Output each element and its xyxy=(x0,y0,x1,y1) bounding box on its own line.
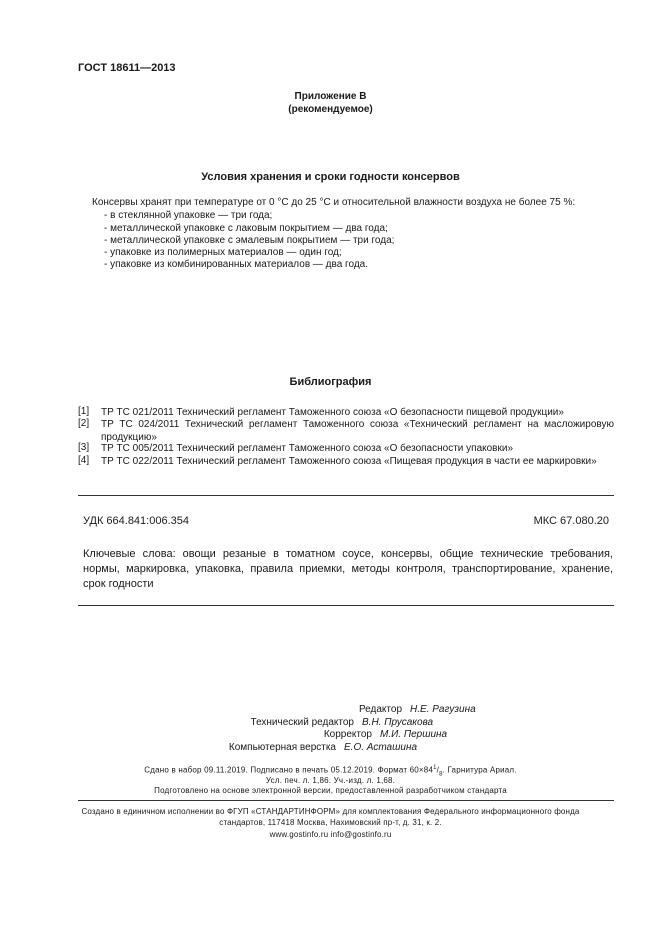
keywords: Ключевые слова: овощи резаные в томатном соусе, консервы, общие технические требования, нормы, маркировка, упаковка, правила приемки, методы контроля, транспортирование, хранение, срок годности xyxy=(83,548,613,590)
bib-entry-text: ТР ТС 005/2011 Технический регламент Таможенного союза «О безопасности упаковки» xyxy=(101,443,514,454)
storage-item: - металлической упаковке с эмалевым покрытием — три года; xyxy=(104,235,395,246)
divider xyxy=(78,800,614,801)
bib-entry-number: [1] xyxy=(78,406,90,417)
credit-role: Компьютерная верстка xyxy=(228,742,336,753)
credit-person xyxy=(358,717,433,728)
appendix-title: Приложение В xyxy=(294,91,367,102)
credit-line xyxy=(324,729,372,740)
credit-role: Редактор xyxy=(358,704,402,715)
storage-intro: Консервы хранят при температуре от 0 °С до 25 °С и относительной влажности воздуха не более 75 %: xyxy=(92,197,576,208)
footer-line: стандартов, 117418 Москва, Нахимовский пр-т, д. 31, к. 2. xyxy=(219,818,442,827)
credit-name: Н.Е. Рагузина xyxy=(410,704,476,715)
credit-person xyxy=(406,704,476,715)
format-denominator: 8 xyxy=(439,771,443,778)
storage-heading: Условия хранения и сроки годности консервов xyxy=(201,171,460,183)
storage-item: - металлической упаковке с лаковым покрытием — два года; xyxy=(104,223,388,234)
bib-entry-number: [4] xyxy=(78,455,90,466)
credit-line xyxy=(251,717,354,728)
credit-name: М.И. Першина xyxy=(380,729,448,740)
format-numerator: 1 xyxy=(433,765,437,771)
bib-entry-number: [3] xyxy=(78,442,90,453)
footer-contacts: www.gostinfo.ru info@gostinfo.ru xyxy=(269,830,392,839)
credit-role: Корректор xyxy=(323,729,372,740)
storage-item: - упаковке из полимерных материалов — один год; xyxy=(104,247,342,258)
bib-entry-text: ТР ТС 021/2011 Технический регламент Таможенного союза «О безопасности пищевой продукции» xyxy=(101,407,564,418)
storage-item: - упаковке из комбинированных материалов — два года. xyxy=(104,259,369,270)
divider xyxy=(78,495,614,496)
imprint-line: Усл. печ. л. 1,86. Уч.-изд. л. 1,68. xyxy=(265,776,396,785)
bib-entry-text: ТР ТС 024/2011 Технический регламент Таможенного союза «Технический регламент на масложировую продукцию» xyxy=(101,419,614,443)
bib-entry-number: [2] xyxy=(78,418,90,429)
credit-line xyxy=(359,704,402,715)
storage-item: - в стеклянной упаковке — три года; xyxy=(104,210,273,221)
credit-person xyxy=(340,742,417,753)
udk-code: УДК 664.841:006.354 xyxy=(83,515,189,527)
imprint-text: Сдано в набор 09.11.2019. Подписано в печать 05.12.2019. Формат 60×84 xyxy=(144,765,434,775)
mks-code: МКС 67.080.20 xyxy=(533,515,609,527)
bibliography-heading: Библиография xyxy=(289,376,372,388)
imprint-line: Сдано в набор 09.11.2019. Подписано в печать 05.12.2019. Формат $60\times 84^1/_8$. Гарнитура Ариал. xyxy=(144,765,517,778)
imprint-line: Подготовлено на основе электронной версии, предоставленной разработчиком стандарта xyxy=(154,786,507,795)
imprint-text-end: . Гарнитура Ариал. xyxy=(442,765,517,775)
credit-person xyxy=(376,729,447,740)
credit-line xyxy=(229,742,336,753)
divider xyxy=(78,605,614,606)
credit-name: В.Н. Прусакова xyxy=(362,717,434,728)
appendix-subtitle: (рекомендуемое) xyxy=(288,104,373,115)
credit-name: Е.О. Асташина xyxy=(344,742,418,753)
footer-line: Создано в единичном исполнении во ФГУП «СТАНДАРТИНФОРМ» для комплектования Федерального информационного фонда xyxy=(81,807,580,816)
credit-role: Технический редактор xyxy=(250,717,354,728)
bib-entry-text: ТР ТС 022/2011 Технический регламент Таможенного союза «Пищевая продукция в части ее маркировки» xyxy=(101,456,597,467)
standard-number: ГОСТ 18611—2013 xyxy=(78,62,176,74)
